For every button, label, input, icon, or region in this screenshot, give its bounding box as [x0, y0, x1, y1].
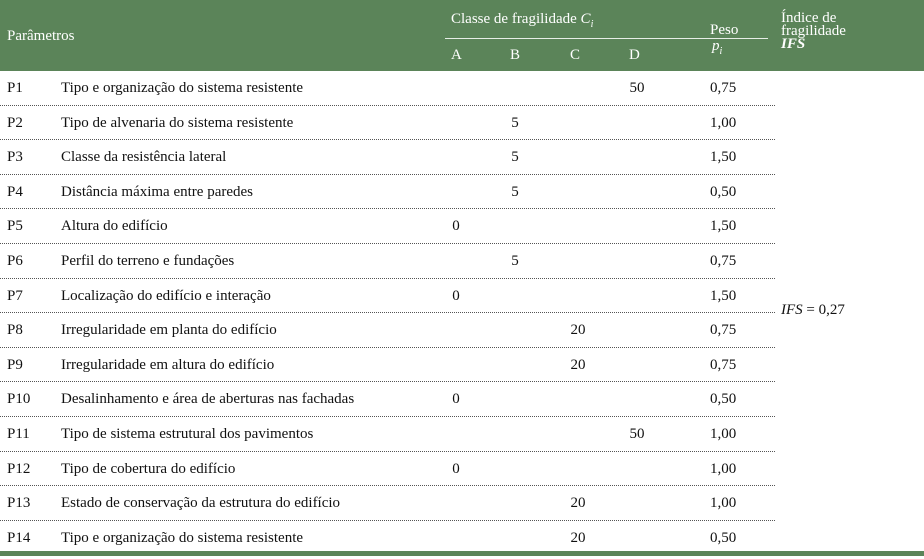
param-code: P13 — [7, 495, 31, 512]
param-code: P8 — [7, 322, 23, 339]
param-code: P9 — [7, 356, 23, 373]
table-row — [0, 348, 775, 383]
peso-value: 1,50 — [710, 287, 737, 304]
peso-value: 0,75 — [710, 322, 737, 339]
param-name: Localização do edifício e interação — [61, 287, 271, 304]
param-code: P2 — [7, 114, 23, 131]
param-name: Classe da resistência lateral — [61, 149, 227, 166]
class-c-value: 20 — [570, 495, 586, 512]
table-row — [0, 106, 775, 141]
parametros-header: Parâmetros — [7, 28, 75, 44]
param-code: P14 — [7, 529, 31, 546]
class-c-value: 20 — [570, 322, 586, 339]
peso-value: 0,75 — [710, 356, 737, 373]
classe-fragilidade-header — [451, 11, 593, 33]
param-name: Tipo de cobertura do edifício — [61, 460, 236, 477]
class-a-value: 0 — [452, 287, 460, 304]
table-row — [0, 313, 775, 348]
peso-symbol — [712, 38, 722, 60]
table-row — [0, 140, 775, 175]
peso-value: 1,00 — [710, 426, 737, 442]
table-header — [0, 0, 924, 71]
param-name: Tipo e organização do sistema resistente — [61, 529, 304, 546]
param-code: P5 — [7, 218, 23, 235]
param-name: Tipo e organização do sistema resistente — [61, 80, 304, 96]
ifs-value: 0,27 — [818, 302, 845, 318]
class-c-header: C — [570, 47, 581, 63]
peso-value: 1,00 — [710, 114, 737, 131]
ifs-equals: = — [802, 302, 819, 318]
param-code: P12 — [7, 460, 31, 477]
peso-value: 1,00 — [710, 495, 737, 512]
param-name: Tipo de sistema estrutural dos pavimentos — [61, 426, 314, 442]
class-c-value: 20 — [570, 529, 586, 546]
indice-fragilidade-header — [781, 12, 846, 51]
class-b-value: 5 — [511, 253, 519, 269]
ifs-symbol: IFS — [781, 302, 803, 318]
table-row — [0, 382, 775, 417]
peso-value: 1,50 — [710, 218, 737, 235]
classe-symbol: C — [580, 11, 591, 27]
param-code: P3 — [7, 149, 23, 166]
param-name: Altura do edifício — [61, 218, 168, 235]
table-row — [0, 417, 775, 452]
peso-value: 0,75 — [710, 80, 737, 96]
class-d-value: 50 — [629, 426, 645, 442]
class-b-value: 5 — [511, 149, 519, 166]
class-b-header: B — [510, 47, 521, 63]
class-a-value: 0 — [452, 391, 460, 408]
class-a-value: 0 — [452, 218, 460, 235]
peso-header: Peso — [710, 22, 739, 38]
param-code: P7 — [7, 287, 23, 304]
param-code: P11 — [7, 426, 30, 442]
param-code: P1 — [7, 80, 23, 96]
ifs-result — [781, 302, 845, 319]
class-b-value: 5 — [511, 114, 519, 131]
peso-subscript: i — [719, 46, 723, 57]
peso-value: 1,00 — [710, 460, 737, 477]
table-row — [0, 175, 775, 210]
param-name: Irregularidade em planta do edifício — [61, 322, 277, 339]
param-code: P4 — [7, 183, 23, 200]
class-b-value: 5 — [511, 183, 519, 200]
peso-value: 0,75 — [710, 253, 737, 269]
param-name: Perfil do terreno e fundações — [61, 253, 235, 269]
class-d-value: 50 — [629, 80, 645, 96]
table-row — [0, 452, 775, 487]
table-row — [0, 71, 775, 106]
param-name: Estado de conservação da estrutura do edifício — [61, 495, 341, 512]
param-name: Desalinhamento e área de aberturas nas fachadas — [61, 391, 355, 408]
peso-value: 0,50 — [710, 391, 737, 408]
class-a-header: A — [451, 47, 462, 63]
indice-symbol: IFS — [781, 36, 806, 52]
classe-label: Classe de fragilidade — [451, 11, 577, 27]
peso-value: 1,50 — [710, 149, 737, 166]
param-code: P6 — [7, 253, 23, 269]
table-row — [0, 209, 775, 244]
table-row — [0, 486, 775, 521]
param-code: P10 — [7, 391, 31, 408]
param-name: Tipo de alvenaria do sistema resistente — [61, 114, 294, 131]
param-name: Distância máxima entre paredes — [61, 183, 253, 200]
peso-symbol-letter: p — [712, 38, 720, 54]
table-row — [0, 244, 775, 279]
param-name: Irregularidade em altura do edifício — [61, 356, 275, 373]
class-a-value: 0 — [452, 460, 460, 477]
table-row — [0, 279, 775, 314]
classe-subscript: i — [590, 19, 594, 30]
class-c-value: 20 — [570, 356, 586, 373]
table-bottom-border — [0, 551, 924, 556]
peso-value: 0,50 — [710, 529, 737, 546]
indice-line2: fragilidade — [781, 23, 846, 39]
peso-value: 0,50 — [710, 183, 737, 200]
indice-line1: Índice de — [781, 10, 837, 26]
class-d-header: D — [629, 47, 640, 63]
